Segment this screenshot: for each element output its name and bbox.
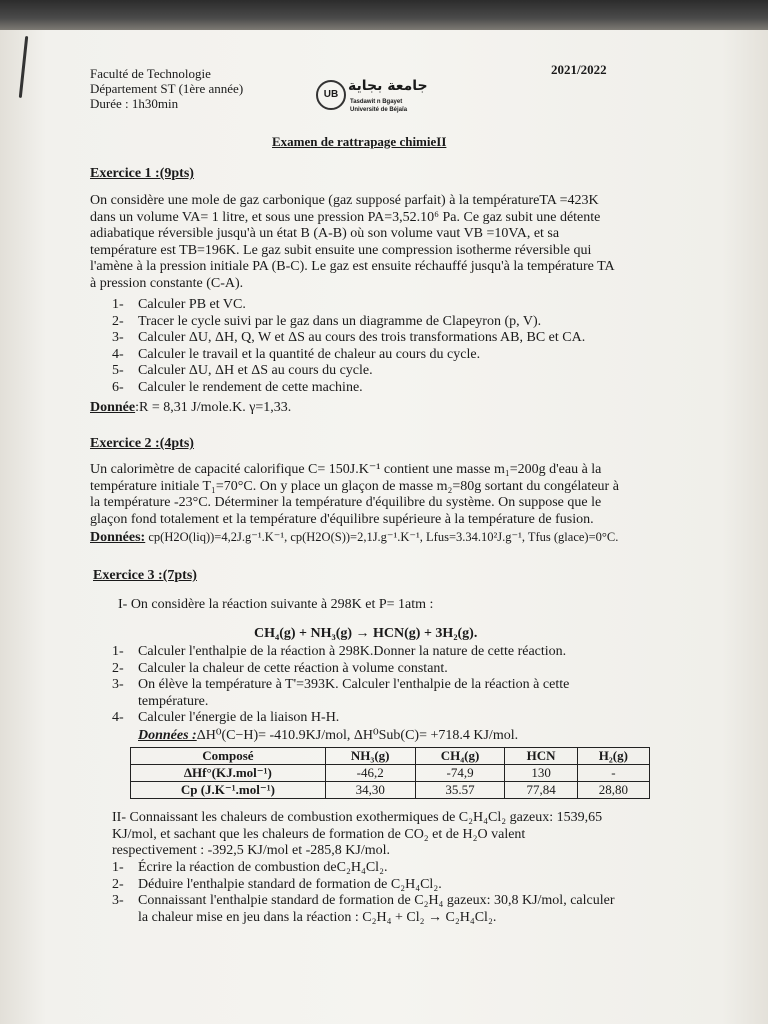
question-number: 2-	[112, 313, 124, 329]
table-header-cell: Composé	[131, 748, 326, 765]
question-number: 6-	[112, 379, 124, 395]
question-number: 3-	[112, 330, 124, 345]
question-text: Calculer ΔU, ΔH et ΔS au cours du cycle.	[138, 363, 373, 378]
table-header-cell: CH₄(g)	[415, 748, 505, 765]
table-row	[131, 782, 650, 799]
question-number: 4-	[112, 710, 124, 725]
exercise-2-statement	[90, 462, 619, 528]
question-number: 1-	[112, 297, 124, 312]
reaction-equation: CH₄(g) + NH₃(g) → HCN(g) + 3H₂(g).	[254, 626, 478, 641]
donnees-text: cp(H2O(liq))=4,2J.g⁻¹.K⁻¹, cp(H2O(S))=2,1J.g⁻¹.K⁻¹, Lfus=3.34.10²J.g⁻¹, Tfus (glace)=0°C.	[145, 530, 619, 544]
exercise-3-questions	[112, 644, 569, 727]
question-item	[112, 877, 615, 894]
question-number: 5-	[112, 363, 124, 378]
statement-line: la température -23°C. Déterminer la température d'équilibre du système. On suppose que le	[90, 495, 602, 510]
exercise-3-data	[138, 728, 518, 745]
table-header-row	[131, 748, 650, 765]
statement-line: température est TB=196K. Le gaz subit ensuite une compression isotherme réversible qui	[90, 242, 592, 258]
table-cell: 35.57	[415, 782, 505, 799]
question-number: 1-	[112, 644, 124, 659]
question-item	[112, 380, 585, 397]
donnees-text-3: ΔH⁰(C−H)= -410.9KJ/mol, ΔH⁰Sub(C)= +718.4 KJ/mol.	[196, 728, 519, 743]
question-number: 2-	[112, 660, 124, 676]
donnees-label-3: Données :	[138, 728, 197, 743]
question-item	[112, 694, 569, 711]
table-cell: -	[577, 765, 649, 782]
table-header-cell: NH₃(g)	[325, 748, 415, 765]
question-item	[112, 363, 585, 380]
logo-arabic-text: جامعة بجاية	[348, 78, 428, 94]
table-cell: 77,84	[505, 782, 577, 799]
table-cell: Cp (J.K⁻¹.mol⁻¹)	[131, 782, 326, 799]
question-text: Calculer l'énergie de la liaison H-H.	[138, 710, 340, 725]
exercise-1-statement	[90, 193, 615, 292]
question-item	[112, 893, 615, 910]
question-number: 3-	[112, 893, 124, 908]
statement-line: On considère une mole de gaz carbonique (gaz supposé parfait) à la températureTA =423K	[90, 193, 599, 208]
question-text: Déduire l'enthalpie standard de formation de C₂H₄Cl₂.	[138, 876, 442, 892]
question-text: Calculer PB et VC.	[138, 297, 246, 312]
part-2-questions	[112, 860, 615, 926]
statement-line: dans un volume VA= 1 litre, et sous une pression PA=3,52.10⁶ Pa. Ce gaz subit une détente	[90, 209, 601, 225]
statement-line: adiabatique réversible jusqu'à un état B (A-B) où son volume vaut VB =10VA, et sa	[90, 226, 560, 241]
question-item	[112, 910, 615, 927]
logo-emblem: UB	[316, 80, 346, 110]
logo-tamazight-text: Tasdawit n Bgayet	[350, 99, 403, 105]
question-number: 3-	[112, 677, 124, 692]
question-number: 1-	[112, 860, 124, 875]
question-item	[112, 297, 585, 314]
exercise-1-data	[90, 400, 291, 417]
donnees-label: Données:	[90, 530, 146, 545]
question-text: Connaissant l'enthalpie standard de formation de C₂H₄ gazeux: 30,8 KJ/mol, calculer	[138, 893, 615, 908]
part-1-intro: I- On considère la réaction suivante à 298K et P= 1atm :	[118, 597, 434, 612]
statement-line: KJ/mol, et sachant que les chaleurs de formation de CO₂ et de H₂O valent	[112, 826, 526, 842]
statement-line: II- Connaissant les chaleurs de combustion exothermiques de C₂H₄Cl₂ gazeux: 1539,65	[112, 810, 603, 825]
table-header-cell: H₂(g)	[577, 748, 649, 765]
question-text: Écrire la réaction de combustion deC₂H₄Cl₂.	[138, 860, 388, 875]
table-cell: -74,9	[415, 765, 505, 782]
question-text: Calculer l'enthalpie de la réaction à 298K.Donner la nature de cette réaction.	[138, 644, 567, 659]
department: Département ST (1ère année)	[90, 81, 244, 96]
question-item	[112, 860, 615, 877]
header-info	[90, 66, 243, 111]
question-text: Calculer le rendement de cette machine.	[138, 379, 363, 395]
exercise-1-title: Exercice 1 :(9pts)	[90, 166, 194, 181]
exercise-2-title: Exercice 2 :(4pts)	[90, 436, 194, 451]
question-text: température.	[138, 693, 209, 709]
exercise-3-title: Exercice 3 :(7pts)	[93, 568, 197, 583]
question-text: Calculer ΔU, ΔH, Q, W et ΔS au cours des trois transformations AB, BC et CA.	[138, 330, 586, 345]
table-cell: 28,80	[577, 782, 649, 799]
table-cell: 34,30	[325, 782, 415, 799]
donnee-label: Donnée	[90, 400, 136, 415]
statement-line: glaçon fond totalement et la température d'équilibre supérieure à la température de fusion.	[90, 511, 594, 527]
exercise-1-questions	[112, 297, 585, 396]
faculty: Faculté de Technologie	[90, 66, 211, 81]
question-item	[112, 314, 585, 331]
donnee-text: :R = 8,31 J/mole.K. γ=1,33.	[135, 400, 292, 415]
question-text: Tracer le cycle suivi par le gaz dans un diagramme de Clapeyron (p, V).	[138, 313, 542, 329]
statement-line: l'amène à la pression initiale PA (B-C). Le gaz est ensuite réchauffé jusqu'à la température TA	[90, 259, 615, 274]
table-cell: 130	[505, 765, 577, 782]
question-item	[112, 347, 585, 364]
question-text: la chaleur mise en jeu dans la réaction : C₂H₄ + Cl₂ → C₂H₄Cl₂.	[138, 909, 497, 925]
thermo-data-table	[130, 747, 650, 799]
question-text: Calculer le travail et la quantité de chaleur au cours du cycle.	[138, 346, 481, 362]
scan-top-edge	[0, 0, 768, 30]
table-cell: -46,2	[325, 765, 415, 782]
question-item	[112, 644, 569, 661]
question-text: On élève la température à T'=393K. Calculer l'enthalpie de la réaction à cette	[138, 677, 570, 692]
question-item	[112, 677, 569, 694]
question-item	[112, 330, 585, 347]
table-header-cell: HCN	[505, 748, 577, 765]
statement-line: Un calorimètre de capacité calorifique C= 150J.K⁻¹ contient une masse m₁=200g d'eau à la	[90, 462, 602, 477]
university-logo	[316, 78, 456, 114]
question-number: 2-	[112, 876, 124, 892]
academic-year: 2021/2022	[551, 62, 607, 77]
exercise-2-data	[90, 529, 618, 547]
exam-title: Examen de rattrapage chimieII	[272, 134, 447, 149]
table-cell: ΔHf°(KJ.mol⁻¹)	[131, 765, 326, 782]
statement-line: température initiale T₁=70°C. On y place un glaçon de masse m₂=80g sortant du congélateur à	[90, 478, 619, 494]
duration: Durée : 1h30min	[90, 96, 179, 111]
question-item	[112, 661, 569, 678]
statement-line: à pression constante (C-A).	[90, 275, 244, 291]
logo-university-text: Université de Béjaïa	[350, 107, 408, 113]
question-item	[112, 710, 569, 727]
question-number: 4-	[112, 346, 124, 362]
statement-line: respectivement : -392,5 KJ/mol et -285,8 KJ/mol.	[112, 843, 391, 858]
table-row	[131, 765, 650, 782]
part-2-statement	[112, 810, 602, 860]
question-text: Calculer la chaleur de cette réaction à volume constant.	[138, 660, 448, 676]
